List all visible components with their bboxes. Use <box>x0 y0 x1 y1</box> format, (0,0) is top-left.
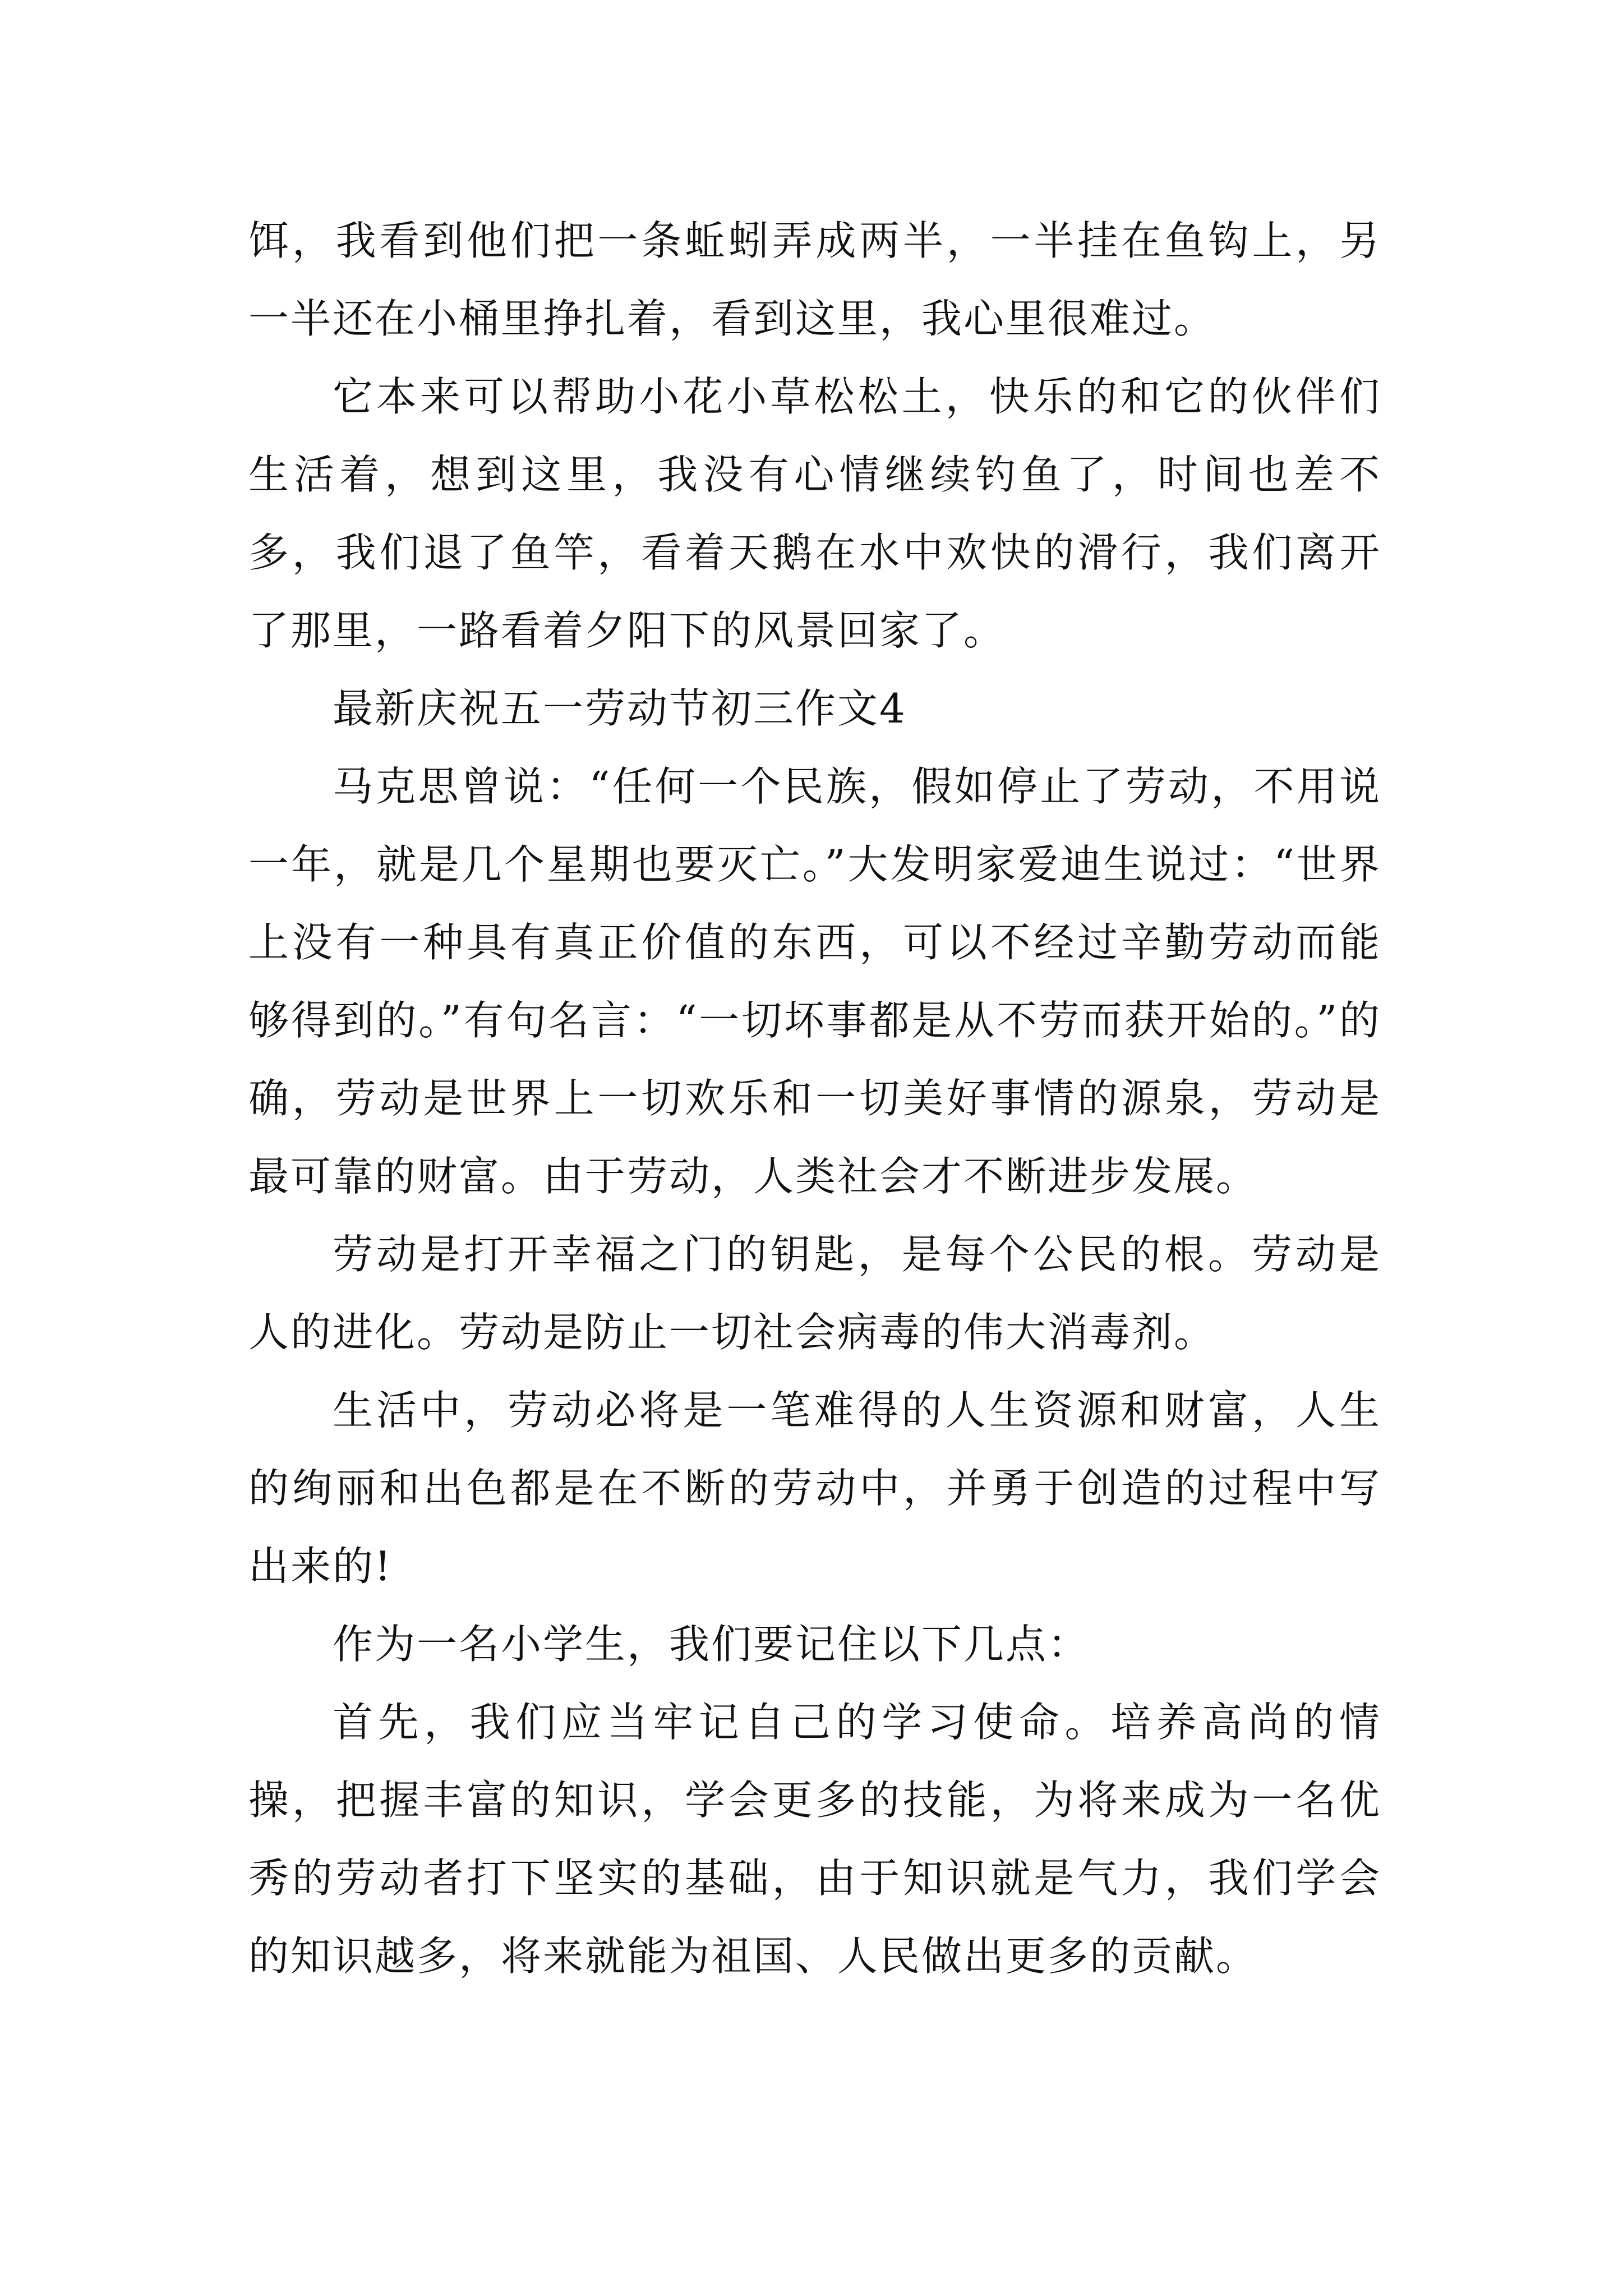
paragraph: 马克思曾说：“任何一个民族，假如停止了劳动，不用说一年，就是几个星期也要灭亡。”大发明家爱迪生说过：“世界上没有一种具有真正价值的东西，可以不经过辛勤劳动而能够得到的。”有句名言：“一切坏事都是从不劳而获开始的。”的确，劳动是世界上一切欢乐和一切美好事情的源泉，劳动是最可靠的财富。由于劳动，人类社会才不断进步发展。 <box>248 763 1381 1200</box>
paragraph: 劳动是打开幸福之门的钥匙，是每个公民的根。劳动是人的进化。劳动是防止一切社会病毒的伟大消毒剂。 <box>248 1231 1381 1356</box>
paragraph: 作为一名小学生，我们要记住以下几点： <box>333 1621 1090 1668</box>
paragraph: 首先，我们应当牢记自己的学习使命。培养高尚的情操，把握丰富的知识，学会更多的技能，为将来成为一名优秀的劳动者打下坚实的基础，由于知识就是气力，我们学会的知识越多，将来就能为祖国、人民做出更多的贡献。 <box>248 1699 1381 1980</box>
paragraph: 生活中，劳动必将是一笔难得的人生资源和财富，人生的绚丽和出色都是在不断的劳动中，并勇于创造的过程中写出来的! <box>248 1387 1381 1590</box>
document-body <box>248 202 1381 1995</box>
section-heading: 最新庆祝五一劳动节初三作文4 <box>333 685 907 732</box>
paragraph-continuation: 饵，我看到他们把一条蚯蚓弄成两半，一半挂在鱼钩上，另一半还在小桶里挣扎着，看到这里，我心里很难过。 <box>248 217 1381 342</box>
paragraph: 它本来可以帮助小花小草松松土，快乐的和它的伙伴们生活着，想到这里，我没有心情继续钓鱼了，时间也差不多，我们退了鱼竿，看着天鹅在水中欢快的滑行，我们离开了那里，一路看着夕阳下的风景回家了。 <box>248 373 1381 654</box>
